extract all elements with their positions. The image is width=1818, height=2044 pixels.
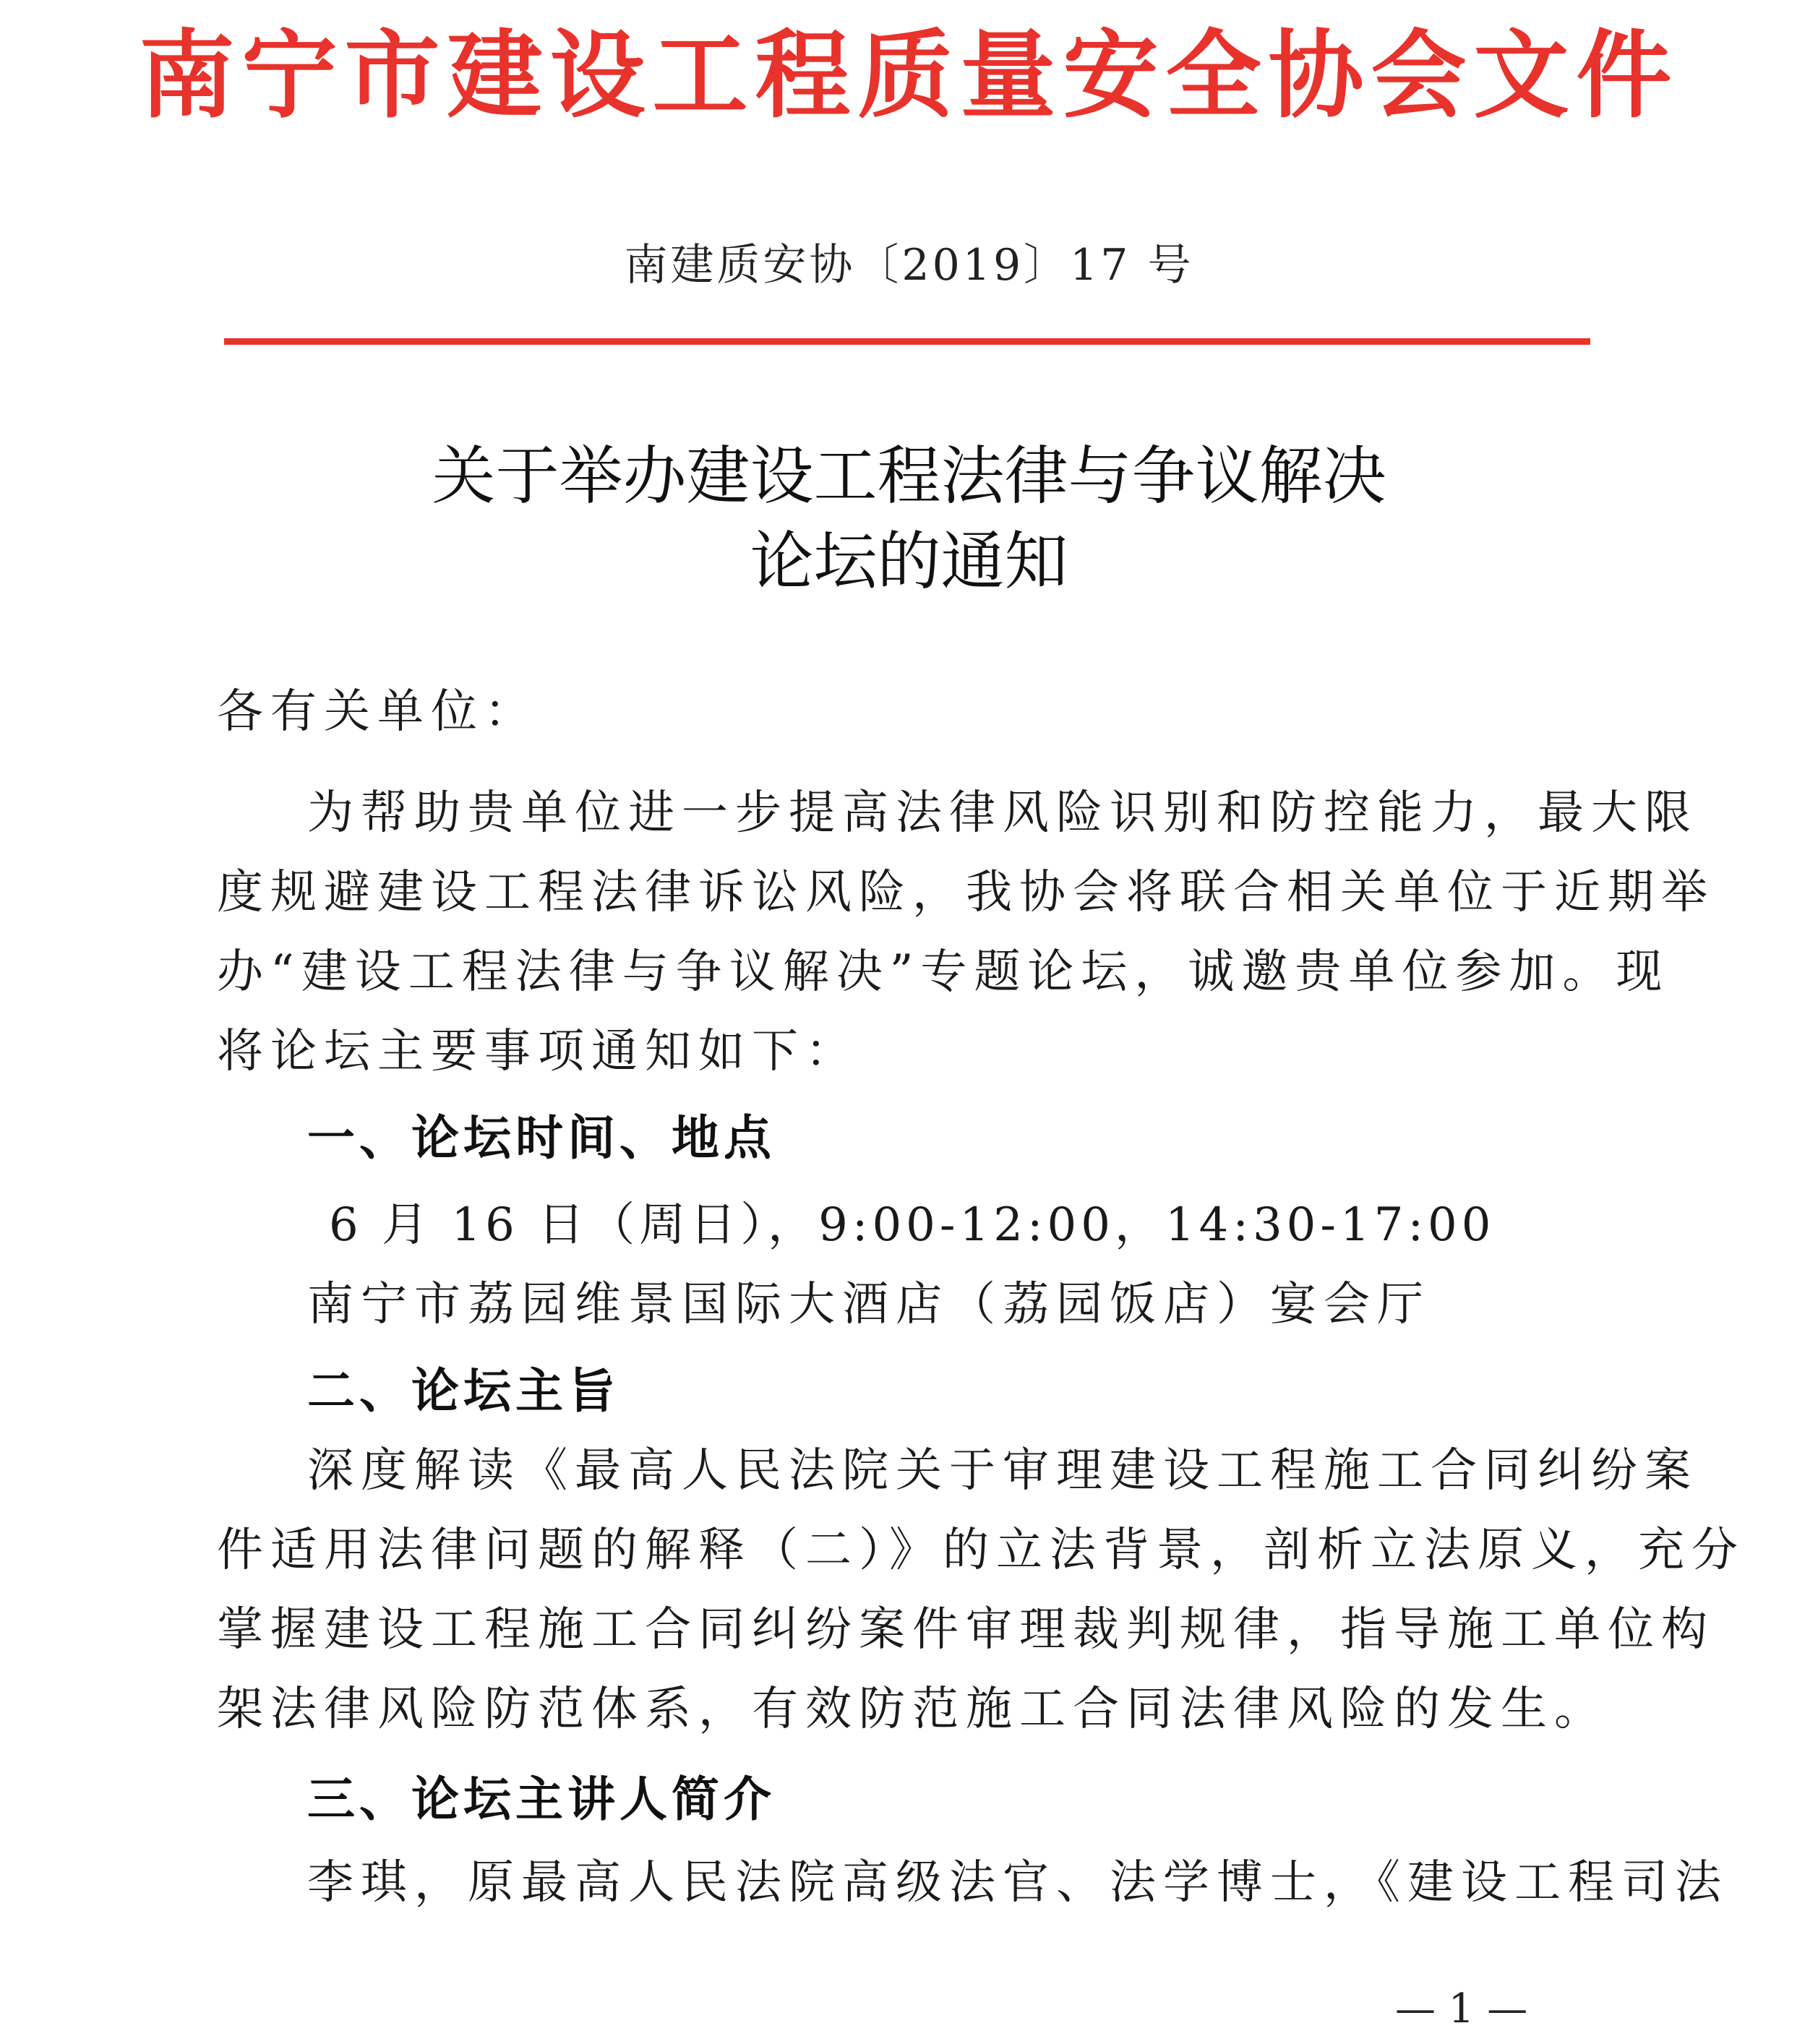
section-3-line-1: 李琪，原最高人民法院高级法官、法学博士，《建设工程司法 [307, 1856, 1728, 1910]
section-2-heading: 二、论坛主旨 [307, 1363, 619, 1419]
section-2-line-4: 架法律风险防范体系，有效防范施工合同法律风险的发生。 [217, 1683, 1608, 1736]
section-3-heading: 三、论坛主讲人简介 [307, 1772, 776, 1827]
document-header-title: 南宁市建设工程质量安全协会文件 [139, 20, 1679, 132]
document-number: 南建质安协〔2019〕17 号 [624, 240, 1194, 291]
section-2-line-3: 掌握建设工程施工合同纠纷案件审理裁判规律，指导施工单位构 [217, 1603, 1715, 1657]
notice-title-line-1: 关于举办建设工程法律与争议解决 [432, 439, 1386, 513]
section-1-time: 6 月 16 日（周日），9:00-12:00，14:30-17:00 [329, 1198, 1496, 1252]
intro-line-4: 将论坛主要事项通知如下： [217, 1025, 859, 1078]
red-divider-line [224, 338, 1590, 345]
salutation: 各有关单位： [217, 685, 538, 739]
notice-title-line-2: 论坛的通知 [750, 524, 1068, 598]
intro-line-1: 为帮助贵单位进一步提高法律风险识别和防控能力，最大限 [307, 786, 1698, 840]
section-1-heading: 一、论坛时间、地点 [307, 1110, 776, 1166]
intro-line-2: 度规避建设工程法律诉讼风险，我协会将联合相关单位于近期举 [217, 866, 1715, 919]
section-2-line-2: 件适用法律问题的解释（二）》的立法背景，剖析立法原义，充分 [217, 1524, 1745, 1577]
section-1-place: 南宁市荔园维景国际大酒店（荔园饭店）宴会厅 [307, 1278, 1431, 1331]
section-2-line-1: 深度解读《最高人民法院关于审理建设工程施工合同纠纷案 [307, 1444, 1698, 1498]
page-number: — 1 — [1395, 1985, 1528, 2032]
intro-line-3: 办“建设工程法律与争议解决”专题论坛，诚邀贵单位参加。现 [217, 945, 1670, 999]
notice-title [0, 434, 1818, 604]
